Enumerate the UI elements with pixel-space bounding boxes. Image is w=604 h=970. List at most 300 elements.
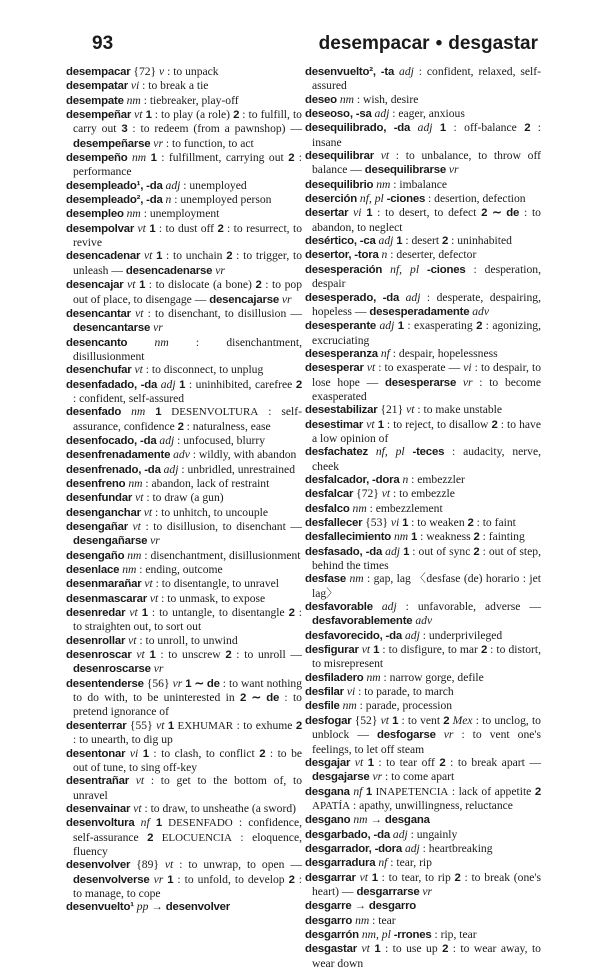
part-of-speech-text: vt: [128, 633, 137, 647]
part-of-speech-text: adj: [381, 600, 397, 614]
part-of-speech-text: nm: [342, 699, 357, 713]
dictionary-entry: [305, 234, 541, 248]
definition-text: : to unchain: [162, 249, 227, 263]
guide-separator: •: [435, 33, 443, 54]
dictionary-entry: [305, 643, 541, 671]
definition-text: : weakness: [417, 530, 474, 544]
headword-text: 2: [255, 279, 262, 292]
headword-text: desesperante: [305, 320, 377, 333]
definition-text: : to function, to act: [162, 136, 254, 150]
part-of-speech-text: nf, pl: [390, 262, 420, 276]
headword-text: desgana: [384, 814, 430, 827]
definition-text: →: [148, 900, 166, 914]
part-of-speech-text: nm: [393, 530, 409, 544]
cross-reference-text: DESENVOLTURA: [171, 406, 259, 419]
dictionary-entry: [66, 677, 302, 719]
definition-text: : to become exasperated: [312, 375, 541, 403]
definition-text: [374, 149, 381, 162]
headword-text: desenvuelto¹: [66, 901, 134, 914]
dictionary-entry: [305, 914, 541, 928]
headword-text: 2: [473, 545, 480, 558]
part-of-speech-text: vt: [156, 718, 165, 732]
cross-reference-text: INAPETENCIA: [375, 785, 449, 798]
definition-text: : to tear off: [373, 755, 440, 769]
definition-text: [121, 405, 131, 418]
page-number: 93: [92, 33, 114, 54]
headword-text: 1: [142, 747, 149, 760]
dictionary-entry: [305, 107, 541, 121]
definition-text: : wish, desire: [354, 92, 419, 106]
headword-text: desenfundar: [66, 492, 133, 505]
headword-text: desenroscarse: [73, 663, 151, 676]
headword-text: desencadenar: [66, 250, 141, 263]
headword-text: desgajar: [305, 756, 351, 769]
part-of-speech-text: vr: [153, 136, 163, 150]
headword-text: desequilibrar: [305, 150, 374, 163]
headword-text: desenvolverse: [73, 873, 150, 886]
dictionary-entry: [66, 774, 302, 802]
headword-text: desfalcar: [305, 488, 354, 501]
headword-text: desenmarañar: [66, 578, 142, 591]
headword-text: desencadenarse: [125, 264, 213, 277]
definition-text: : disenchantment, disillusionment: [141, 548, 301, 562]
definition-text: : to dust off: [155, 221, 218, 235]
headword-text: 2: [225, 649, 232, 662]
definition-text: {52}: [351, 713, 381, 727]
part-of-speech-text: nm: [126, 93, 141, 107]
part-of-speech-text: vi: [346, 685, 356, 699]
dictionary-entry: [66, 577, 302, 591]
dictionary-entry: [305, 502, 541, 516]
definition-text: : apathy, unwillingness, reluctance: [350, 798, 513, 812]
part-of-speech-text: v: [159, 65, 165, 78]
part-of-speech-text: vr: [172, 676, 183, 690]
part-of-speech-text: nf: [353, 784, 363, 798]
headword-text: 2: [295, 378, 302, 391]
part-of-speech-text: n: [402, 472, 409, 486]
definition-text: : unbridled, unrestrained: [178, 462, 296, 476]
definition-text: {89}: [130, 858, 165, 872]
definition-text: [410, 121, 417, 134]
definition-text: : parade, procession: [356, 699, 453, 713]
definition-text: : to draw (a gun): [143, 491, 224, 505]
definition-text: : to be out of tune, to sing off-key: [73, 746, 303, 774]
headword-text: desempolvar: [66, 222, 135, 235]
definition-text: [127, 336, 154, 349]
part-of-speech-text: adj: [165, 178, 181, 192]
headword-text: 1: [377, 418, 384, 431]
definition-text: : to disenchant, to disillusion —: [143, 306, 302, 320]
dictionary-entry: [66, 549, 302, 563]
part-of-speech-text: vt: [366, 361, 376, 375]
headword-text: 2: [295, 719, 302, 732]
guide-words: [319, 33, 538, 55]
definition-text: {56}: [143, 676, 173, 690]
headword-text: 2: [476, 320, 483, 333]
headword-text: desenvainar: [66, 802, 131, 815]
headword-text: desértico, -ca: [305, 235, 376, 248]
definition-text: : to untangle, to disentangle: [147, 606, 289, 620]
definition-text: : to disfigure, to mar: [379, 643, 481, 657]
headword-text: desgajarse: [312, 771, 370, 784]
headword-text: desfachatez: [305, 446, 369, 459]
headword-text: 2: [288, 607, 295, 620]
guide-word-last: desgastar: [448, 33, 538, 54]
part-of-speech-text: Mex: [452, 713, 473, 727]
part-of-speech-text: adj: [404, 841, 420, 855]
part-of-speech-text: vt: [361, 643, 371, 657]
headword-text: 1: [374, 943, 381, 956]
headword-text: desempleo: [66, 208, 124, 221]
part-of-speech-text: vt: [361, 942, 370, 956]
dictionary-entry: [66, 108, 302, 151]
definition-text: : abandon, lack of restraint: [142, 476, 270, 490]
headword-text: 2: [233, 109, 240, 122]
definition-text: : to reject, to disallow: [383, 417, 492, 431]
headword-text: desempeñar: [66, 109, 132, 122]
dictionary-entry: [66, 491, 302, 505]
part-of-speech-text: vr: [422, 884, 433, 898]
dictionary-entry: [66, 378, 302, 406]
headword-text: desentrañar: [66, 775, 130, 788]
headword-text: desesperadamente: [369, 305, 470, 318]
headword-text: desgana: [305, 785, 350, 798]
definition-text: [432, 121, 439, 134]
part-of-speech-text: vt: [359, 870, 368, 884]
definition-text: : confident, relaxed, self-assured: [312, 65, 541, 93]
headword-text: 2: [147, 831, 154, 844]
headword-text: desfallecimiento: [305, 531, 392, 544]
definition-text: : to use up: [380, 942, 443, 956]
headword-text: 2: [288, 873, 295, 886]
headword-text: 2: [177, 420, 184, 433]
definition-text: : wildly, with abandon: [189, 448, 297, 462]
headword-text: 2: [439, 756, 446, 769]
part-of-speech-text: adj: [404, 628, 420, 642]
part-of-speech-text: n: [381, 248, 388, 262]
part-of-speech-text: nm: [127, 548, 142, 562]
headword-text: desempate: [66, 94, 124, 107]
dictionary-entry: [305, 319, 541, 347]
definition-text: : to distort, to misrepresent: [312, 643, 541, 671]
dictionary-entry: [66, 65, 302, 79]
definition-text: : to straighten out, to sort out: [73, 606, 302, 634]
definition-text: →: [367, 813, 385, 827]
cross-reference-text: EXHUMAR: [177, 719, 234, 732]
part-of-speech-text: vt: [149, 591, 159, 605]
dictionary-entry: [66, 506, 302, 520]
definition-text: : rip, tear: [431, 927, 477, 941]
headword-text: desfavorablemente: [312, 615, 413, 628]
definition-text: : uninhabited: [448, 234, 512, 248]
headword-text: desenfreno: [66, 477, 126, 490]
dictionary-entry: [305, 842, 541, 856]
definition-text: : despair, hopelessness: [389, 346, 498, 360]
part-of-speech-text: adj: [160, 377, 176, 391]
definition-text: : confidence, self-assurance: [73, 816, 302, 844]
part-of-speech-text: adj: [374, 107, 390, 121]
definition-text: : to vent: [398, 713, 444, 727]
dictionary-entry: [305, 685, 541, 699]
part-of-speech-text: nf: [378, 856, 388, 870]
dictionary-entry: [66, 719, 302, 747]
dictionary-entry: [305, 516, 541, 530]
part-of-speech-text: nm: [355, 913, 370, 927]
headword-text: 2: [442, 235, 449, 248]
guide-word-first: desempacar: [318, 33, 430, 54]
definition-text: : to unclog, to unblock —: [312, 713, 541, 742]
headword-text: 2: [442, 943, 449, 956]
headword-text: desfilar: [305, 686, 344, 699]
dictionary-entry: [305, 629, 541, 643]
part-of-speech-text: adj: [399, 65, 414, 78]
definition-text: {21}: [377, 403, 407, 417]
definition-text: : ending, outcome: [136, 563, 223, 577]
headword-text: desempleado², -da: [66, 194, 163, 207]
definition-text: : fulfillment, carrying out: [156, 151, 289, 165]
headword-text: desgarro: [368, 900, 417, 913]
headword-text: deseoso, -sa: [305, 108, 372, 121]
headword-text: 1: [411, 531, 418, 544]
headword-text: 1: [367, 756, 374, 769]
definition-text: : to wear away, to wear down: [312, 942, 541, 970]
headword-text: desesperación: [305, 263, 383, 276]
headword-text: 2 ∼ de: [481, 207, 520, 220]
dictionary-entry: [66, 747, 302, 775]
headword-text: desgarre: [305, 900, 352, 913]
dictionary-entry: [305, 671, 541, 685]
dictionary-entry: [66, 434, 302, 448]
dictionary-entry: [305, 361, 541, 403]
part-of-speech-text: vt: [144, 577, 153, 591]
dictionary-entry: [66, 179, 302, 193]
definition-text: : out of sync: [409, 544, 474, 558]
dictionary-entry: [66, 858, 302, 900]
headword-text: deserción: [305, 193, 358, 206]
definition-text: {55}: [126, 718, 157, 732]
part-of-speech-text: vt: [380, 713, 389, 727]
headword-text: 1: [139, 279, 146, 292]
dictionary-entry: [305, 756, 541, 785]
definition-text: [456, 376, 463, 389]
headword-text: desenganchar: [66, 506, 141, 519]
headword-text: desequilibrado, -da: [305, 122, 411, 135]
right-column: [305, 65, 541, 970]
headword-text: desfallecer: [305, 517, 363, 529]
dictionary-entry: [66, 648, 302, 677]
definition-text: : performance: [73, 151, 303, 179]
dictionary-entry: [305, 600, 541, 629]
definition-text: : to disillusion, to disenchant —: [140, 520, 302, 533]
part-of-speech-text: nf, pl: [375, 445, 405, 459]
headword-text: -rrones: [393, 928, 432, 941]
definition-text: : to abandon, to neglect: [312, 206, 541, 234]
part-of-speech-text: adj: [378, 234, 394, 248]
dictionary-entry: [305, 418, 541, 446]
definition-text: : eager, anxious: [389, 107, 465, 121]
definition-text: : to unscrew: [155, 648, 226, 662]
headword-text: 1: [397, 320, 404, 333]
headword-text: 1: [179, 378, 186, 391]
headword-text: desengaño: [66, 549, 125, 562]
cross-reference-text: ELOCUENCIA: [161, 831, 232, 844]
headword-text: desgarrón: [305, 928, 359, 941]
dictionary-entry: [305, 248, 541, 262]
headword-text: desgano: [305, 814, 351, 827]
dictionary-entry: [66, 207, 302, 221]
part-of-speech-text: vi: [463, 361, 472, 375]
dictionary-entry: [66, 151, 302, 179]
dictionary-entry: [305, 828, 541, 842]
definition-text: {53}: [362, 516, 391, 529]
definition-text: : imbalance: [390, 177, 448, 191]
part-of-speech-text: nm: [349, 572, 364, 586]
headword-text: desequilibrarse: [364, 164, 446, 177]
headword-text: 2 ∼ de: [239, 692, 280, 705]
headword-text: desempeño: [66, 152, 128, 165]
definition-text: : uninhibited, carefree: [185, 377, 296, 391]
headword-text: desencanto: [66, 336, 128, 349]
headword-text: desfiladero: [305, 671, 364, 684]
part-of-speech-text: adv: [173, 448, 190, 462]
headword-text: desenterrar: [66, 719, 127, 732]
part-of-speech-text: vr: [281, 292, 292, 306]
definition-text: : underprivileged: [419, 628, 503, 642]
definition-text: : to redeem (from a pawnshop) —: [127, 122, 302, 136]
definition-text: : confident, self-assured: [73, 391, 185, 405]
part-of-speech-text: adj: [417, 121, 433, 135]
dictionary-entry: [66, 405, 302, 434]
headword-text: 1: [155, 817, 162, 830]
headword-text: 1 ∼ de: [185, 677, 220, 690]
headword-text: desfavorable: [305, 601, 373, 614]
dictionary-entry: [66, 592, 302, 606]
definition-text: : to break (one's heart) —: [312, 870, 541, 898]
definition-text: : exasperating: [403, 319, 477, 333]
definition-text: : desertion, defection: [425, 192, 526, 206]
definition-text: : to manage, to cope: [73, 872, 302, 900]
definition-text: : to draw, to unsheathe (a sword): [141, 801, 296, 815]
part-of-speech-text: vt: [143, 505, 153, 519]
headword-text: 2: [480, 644, 488, 657]
definition-text: : to parade, to march: [355, 685, 454, 699]
part-of-speech-text: vt: [133, 801, 142, 815]
part-of-speech-text: vr: [150, 534, 160, 548]
part-of-speech-text: vt: [135, 306, 144, 320]
definition-text: : to pop out of place, to disengage —: [73, 278, 302, 306]
headword-text: 2: [473, 531, 480, 544]
headword-text: desenvolver: [66, 859, 131, 872]
part-of-speech-text: adj: [392, 827, 408, 841]
definition-text: : to disconnect, to unplug: [142, 363, 264, 377]
definition-text: : to fulfill, to carry out: [73, 108, 302, 136]
headword-text: 2: [491, 418, 498, 431]
dictionary-entry: [66, 363, 302, 377]
definition-text: : unemployed: [180, 178, 247, 192]
definition-text: : to unearth, to dig up: [73, 733, 173, 747]
headword-text: desenfocado, -da: [66, 434, 157, 447]
dictionary-entry: [305, 149, 541, 178]
headword-text: desencantarse: [73, 322, 151, 335]
headword-text: desencajarse: [209, 293, 279, 306]
dictionary-entry: [305, 699, 541, 713]
part-of-speech-text: vi: [129, 746, 139, 760]
definition-text: : to pretend ignorance of: [73, 691, 302, 719]
definition-text: : to vent one's feelings, to let off steam: [312, 728, 542, 756]
headword-text: 1: [141, 607, 148, 620]
headword-text: desfalco: [305, 502, 350, 515]
headword-text: desfalcador, -dora: [305, 473, 400, 486]
part-of-speech-text: vt: [137, 221, 146, 235]
part-of-speech-text: nm: [366, 670, 381, 684]
definition-text: : embezzler: [408, 472, 465, 486]
definition-text: : out of step, behind the times: [312, 544, 541, 573]
headword-text: desesperado, -da: [305, 291, 400, 304]
part-of-speech-text: adj: [159, 433, 175, 447]
headword-text: desempeñarse: [73, 137, 151, 150]
headword-text: 2: [259, 747, 266, 760]
definition-text: [129, 774, 136, 787]
definition-text: : desperation, despair: [312, 262, 541, 291]
dictionary-entry: [305, 192, 541, 206]
part-of-speech-text: vr: [215, 263, 225, 277]
headword-text: 1: [371, 871, 378, 884]
headword-text: 1: [403, 545, 410, 558]
dictionary-entry: [305, 856, 541, 870]
part-of-speech-text: vt: [132, 520, 141, 533]
dictionary-entry: [305, 93, 541, 107]
headword-text: desentonar: [66, 747, 126, 760]
part-of-speech-text: adj: [405, 290, 421, 304]
dictionary-entry: [66, 563, 302, 577]
headword-text: 2: [217, 222, 224, 235]
headword-text: desgarro: [305, 914, 353, 927]
part-of-speech-text: adj: [385, 544, 400, 558]
part-of-speech-text: nm: [339, 92, 354, 106]
dictionary-entry: [305, 785, 541, 814]
dictionary-entry: [66, 278, 302, 307]
headword-text: desencantar: [66, 307, 131, 320]
dictionary-entry: [66, 816, 302, 858]
headword-text: desenmascarar: [66, 592, 147, 605]
definition-text: {72}: [130, 65, 160, 78]
headword-text: desequilibrio: [305, 178, 374, 191]
part-of-speech-text: vr: [448, 163, 459, 177]
part-of-speech-text: vt: [135, 774, 145, 788]
part-of-speech-text: vr: [372, 770, 383, 784]
dictionary-entry: [66, 477, 302, 491]
headword-text: desenchufar: [66, 364, 132, 377]
part-of-speech-text: adj: [163, 462, 179, 476]
definition-text: [161, 405, 171, 418]
part-of-speech-text: nm: [154, 335, 169, 349]
headword-text: desempacar: [66, 66, 131, 78]
dictionary-entry: [66, 94, 302, 108]
part-of-speech-text: nm: [128, 476, 143, 490]
headword-text: desfogarse: [376, 729, 436, 742]
definition-text: : naturalness, ease: [183, 419, 271, 433]
definition-text: : tear, rip: [387, 856, 432, 870]
dictionary-entry: [66, 307, 302, 336]
dictionary-entry: [66, 222, 302, 250]
definition-text: : embezzlement: [366, 501, 443, 515]
headword-text: 2: [443, 714, 450, 727]
definition-text: : to have a low opinion of: [312, 417, 541, 445]
headword-text: desgarbado, -da: [305, 828, 390, 841]
headword-text: 1: [365, 785, 373, 798]
definition-text: : to desert, to defect: [372, 206, 482, 220]
headword-text: desesperar: [305, 362, 364, 375]
